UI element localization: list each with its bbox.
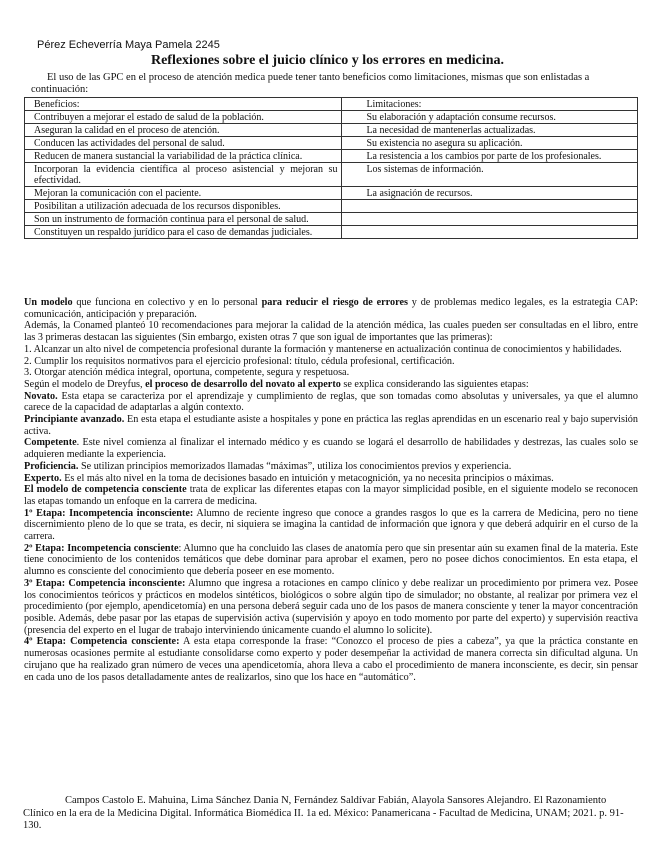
table-row (25, 111, 638, 124)
table-row (25, 163, 638, 187)
stage-proficiencia (24, 461, 638, 473)
stage-novato (24, 391, 638, 414)
text-span: Alumno que ingresa a rotaciones en campo clínico y debe realizar un procedimiento por primera vez. Posee los conocimientos teóricos y prácticos en modelos sintéticos, biológicos o sobre algún tipo de simulador; no obstante, al realizar por primera vez el procedimiento (por ejemplo, apendicetomía) en una persona deberá seguir cada uno de los pasos de manera consciente y tener la mayor concentración posible. Además, debe pasar por las etapas de supervisión activa (supervisión y apoyo en todo momento por parte del experto) y supervisión reactiva (presencia del experto en el lugar de trabajo interviniendo únicamente cuando el alumno lo solicite). (24, 577, 638, 636)
competence-model-paragraph (24, 484, 638, 507)
benefit-cell: Contribuyen a mejorar el estado de salud de la población. (25, 111, 342, 124)
text-span: Según el modelo de Dreyfus, (24, 378, 146, 390)
stage-competente (24, 437, 638, 460)
recommendation-3: 3. Otorgar atención médica integral, oportuna, competente, segura y respetuosa. (24, 367, 350, 379)
limitation-cell: La necesidad de mantenerlas actualizadas. (342, 124, 638, 137)
limitation-cell (342, 226, 638, 239)
text-span: se explica considerando las siguientes etapas: (340, 378, 529, 390)
competence-stage-1 (24, 508, 638, 543)
limitations-header: Limitaciones: (342, 98, 638, 111)
benefit-cell: Aseguran la calidad en el proceso de atención. (25, 124, 342, 137)
bold-term: Principiante avanzado. (24, 414, 125, 426)
bold-term: 4º Etapa: Competencia consciente: (24, 636, 180, 648)
benefits-header: Beneficios: (25, 98, 342, 111)
text-span: . Este nivel comienza al finalizar el internado médico y es cuando se logará el desarrollo de habilidades y destrezas, las cuales solo se adquieren mediante la experiencia. (24, 437, 638, 461)
text-span: y de problemas medico legales, es la estrategia CAP: comunicación, anticipación y preparación. (24, 297, 638, 320)
competence-stage-4 (24, 636, 638, 683)
bold-term: Experto. (24, 472, 62, 484)
benefit-cell: Incorporan la evidencia científica al proceso asistencial y mejoran su efectividad. (25, 163, 342, 187)
bibliographic-reference: Campos Castolo E. Mahuina, Lima Sánchez Dania N, Fernández Saldívar Fabián, Alayola Sansores Alejandro. El Razonamiento Clínico en la era de la Medicina Digital. Informática Biomédica II. 1a ed. México: Panamericana - Facultad de Medicina, UNAM; 2021. p. 91-130. (23, 795, 624, 831)
competence-stage-2 (24, 543, 638, 578)
text-span: Se utilizan principios memorizados llamadas “máximas”, utiliza los conocimientos previos y experiencia. (78, 460, 512, 472)
text-span: A esta etapa corresponde la frase: “Conozco el proceso de pies a cabeza”, ya que la práctica constante en numerosas ocasiones permite al estudiante consolidarse como experto y poder desempeñar la actividad de manera correcta sin dificultad alguna. Un cirujano que ha realizado gran número de veces una apendicetomía, ahora lleva a cabo el procedimiento de manera inconsciente, es decir, sin pensar en cada uno de los pasos detalladamente antes de realizarlos, sino que los hace en “automático”. (24, 636, 638, 683)
bold-term: Un modelo (24, 297, 73, 308)
intro-paragraph: El uso de las GPC en el proceso de atención medica puede tener tanto beneficios como limitaciones, mismas que son enlistadas a continuación: (31, 72, 590, 95)
bold-term: para reducir el riesgo de errores (261, 297, 408, 308)
table-row (25, 150, 638, 163)
recommendation-2: 2. Cumplir los requisitos normativos para el ejercicio profesional: título, cédula profesional, certificación. (24, 355, 455, 367)
limitation-cell (342, 200, 638, 213)
limitation-cell: Los sistemas de información. (342, 163, 638, 187)
cap-strategy-paragraph (24, 297, 638, 320)
table-row (25, 226, 638, 239)
table-row (25, 137, 638, 150)
table-row (25, 213, 638, 226)
competence-stage-3 (24, 578, 638, 637)
text-span: que funciona en colectivo y en lo personal (72, 297, 262, 308)
limitation-cell: Su elaboración y adaptación consume recursos. (342, 111, 638, 124)
table-header-row (25, 98, 638, 111)
body-text (24, 297, 638, 683)
benefit-cell: Mejoran la comunicación con el paciente. (25, 187, 342, 200)
text-span: Esta etapa se caracteriza por el aprendizaje y cumplimiento de reglas, que son tomadas como absolutas y universales, ya que el alumno carece de la capacidad de adaptarlas a algún contexto. (24, 390, 638, 414)
benefit-cell: Posibilitan a utilización adecuada de los recursos disponibles. (25, 200, 342, 213)
table-row (25, 187, 638, 200)
author-name: Pérez Echeverría Maya Pamela 2245 (37, 39, 220, 51)
document-title: Reflexiones sobre el juicio clínico y los errores en medicina. (150, 53, 505, 68)
limitation-cell: Su existencia no asegura su aplicación. (342, 137, 638, 150)
bold-term: Competente (24, 437, 77, 449)
benefit-cell: Conducen las actividades del personal de salud. (25, 137, 342, 150)
text-span: : Alumno que ha concluido las clases de anatomía pero que sin presentar aún su examen final de la materia. Este tiene conocimiento de los contenidos temáticos que debe dominar para aprobar el examen, pero no posee dichos conocimientos. En esta etapa, el alumno es consciente del conocimiento que debería poseer en ese momento. (24, 542, 638, 578)
limitation-cell: La asignación de recursos. (342, 187, 638, 200)
text-span: trata de explicar las diferentes etapas con la mayor simplicidad posible, en el siguiente modelo se reconocen las etapas tomando un enfoque en la carrera de medicina. (24, 484, 638, 507)
bold-term: el proceso de desarrollo del novato al experto (145, 378, 341, 390)
benefit-cell: Reducen de manera sustancial la variabilidad de la práctica clínica. (25, 150, 342, 163)
bold-term: El modelo de competencia consciente (24, 484, 187, 496)
text-span: Es el más alto nivel en la toma de decisiones basado en intuición y metacognición, ya no necesita principios o máximas. (61, 472, 554, 484)
limitation-cell: La resistencia a los cambios por parte de los profesionales. (342, 150, 638, 163)
dreyfus-paragraph (24, 379, 638, 391)
stage-principiante (24, 414, 638, 437)
bold-term: Novato. (24, 390, 58, 402)
conamed-paragraph: Además, la Conamed planteó 10 recomendaciones para mejorar la calidad de la atención médica, las cuales pueden ser consultadas en el libro, entre las 3 primeras destacan las siguientes (Sin embargo, existen otras 7 que son igual de importantes que las primeras): (24, 320, 638, 344)
stage-experto (24, 473, 638, 485)
benefit-cell: Constituyen un respaldo jurídico para el caso de demandas judiciales. (25, 226, 342, 239)
text-span: En esta etapa el estudiante asiste a hospitales y pone en práctica las reglas aprendidas en un escenario real y bajo supervisión activa. (24, 414, 638, 437)
table-row (25, 124, 638, 137)
benefit-cell: Son un instrumento de formación continua para el personal de salud. (25, 213, 342, 226)
recommendation-1: 1. Alcanzar un alto nivel de competencia profesional durante la formación y mantenerse en actualización continua de conocimientos y habilidades. (24, 343, 622, 355)
table-row (25, 200, 638, 213)
bold-term: 3º Etapa: Competencia inconsciente: (24, 577, 186, 589)
text-span: Alumno de reciente ingreso que conoce a grandes rasgos lo que es la carrera de Medicina, pero no tiene discernimiento pleno de lo que se trata, es decir, ni siquiera se imagina la cantidad de información que ignora y que deberá adquirir en el curso de la carrera. (24, 507, 638, 543)
limitation-cell (342, 213, 638, 226)
gpc-table (24, 97, 638, 239)
bold-term: Proficiencia. (24, 460, 79, 472)
bold-term: 1º Etapa: Incompetencia inconsciente: (24, 507, 194, 519)
bold-term: 2º Etapa: Incompetencia consciente (24, 542, 179, 554)
